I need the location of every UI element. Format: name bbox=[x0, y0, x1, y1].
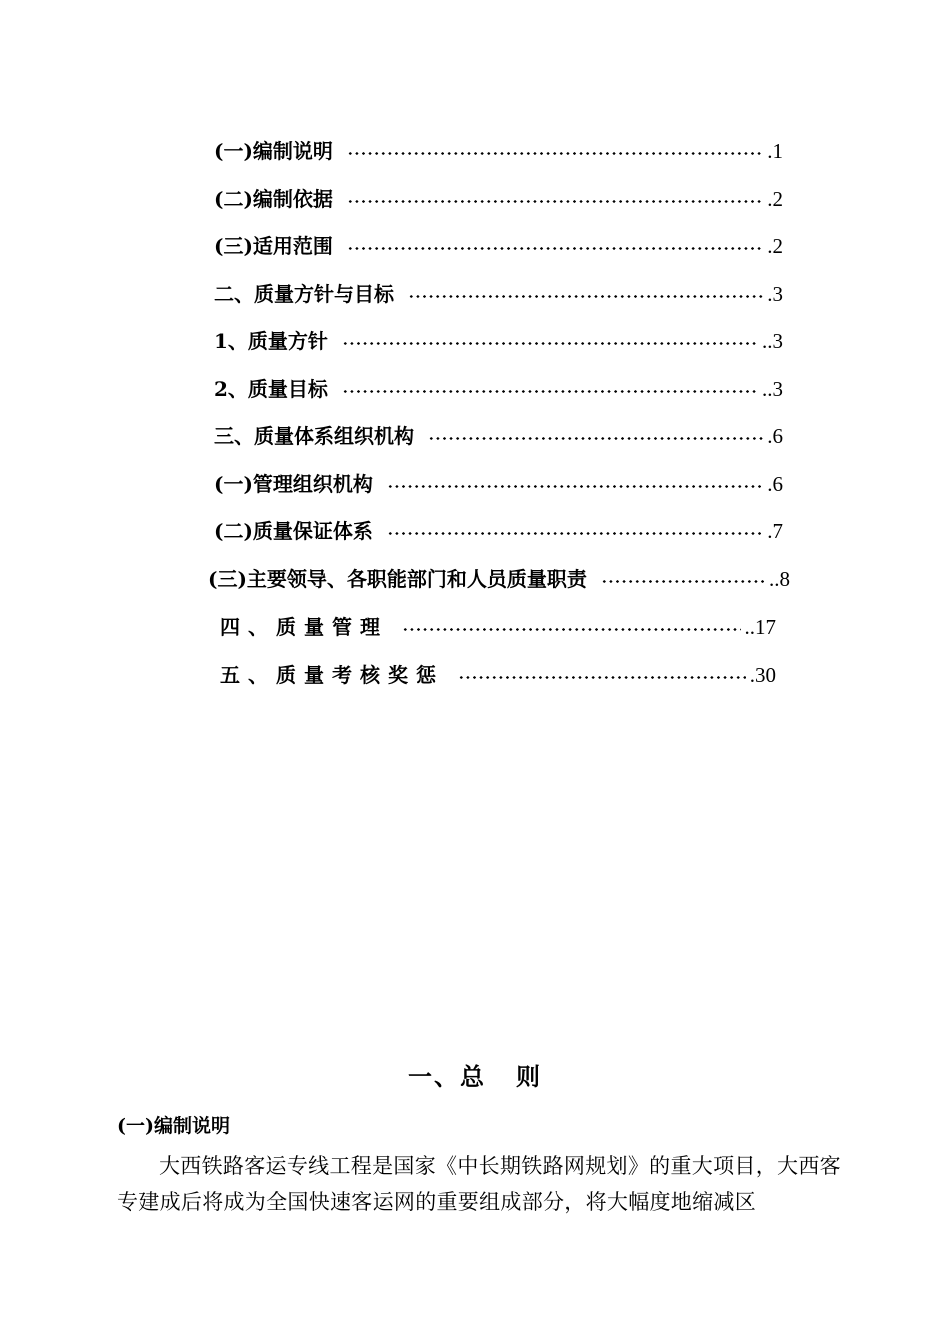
toc-page-number: ..3 bbox=[762, 377, 783, 401]
toc-page-number: .2 bbox=[767, 234, 783, 258]
toc-leader-dots bbox=[347, 247, 763, 250]
toc-entry-quality-management[interactable] bbox=[220, 612, 776, 642]
section-heading-left: 一、总 bbox=[408, 1062, 486, 1091]
toc-entry-quality-organization[interactable] bbox=[214, 421, 783, 451]
toc-leader-dots bbox=[402, 628, 741, 631]
toc-page-number: ..3 bbox=[762, 329, 783, 353]
toc-entry-title: (二)编制依据 bbox=[214, 187, 333, 211]
toc-entry-quality-responsibilities[interactable] bbox=[208, 564, 790, 594]
toc-entry-quality-goals[interactable] bbox=[214, 374, 783, 404]
toc-entry-quality-assurance-system[interactable] bbox=[214, 516, 783, 546]
toc-entry-title: (一)编制说明 bbox=[214, 139, 333, 163]
toc-page-number: .6 bbox=[767, 472, 783, 496]
toc-entry-management-organization[interactable] bbox=[214, 469, 783, 499]
toc-page-number: .6 bbox=[767, 424, 783, 448]
toc-page-number: .7 bbox=[767, 519, 783, 543]
body-paragraph: 大西铁路客运专线工程是国家《中长期铁路网规划》的重大项目，大西客专建成后将成为全国快速客运网的重要组成部分，将大幅度地缩减区 bbox=[117, 1154, 841, 1214]
toc-leader-dots bbox=[601, 580, 765, 583]
toc-entry-title: 1、质量方针 bbox=[214, 329, 328, 353]
toc-page-number: .30 bbox=[749, 663, 776, 687]
toc-entry-quality-assessment[interactable] bbox=[220, 660, 776, 690]
toc-entry-title: (三)主要领导、各职能部门和人员质量职责 bbox=[208, 567, 587, 591]
toc-entry-title: (一)管理组织机构 bbox=[214, 472, 373, 496]
toc-entry-title: 五、质量考核奖惩 bbox=[220, 663, 444, 687]
toc-leader-dots bbox=[342, 390, 758, 393]
toc-entry-title: (二)质量保证体系 bbox=[214, 519, 373, 543]
toc-entry-title: (三)适用范围 bbox=[214, 234, 333, 258]
toc-page-number: ..17 bbox=[744, 615, 776, 639]
toc-entry-title: 二、质量方针与目标 bbox=[214, 282, 394, 306]
toc-entry-scope[interactable] bbox=[214, 231, 783, 261]
subsection-heading: (一)编制说明 bbox=[117, 1115, 230, 1137]
toc-page-number: .1 bbox=[767, 139, 783, 163]
section-heading bbox=[0, 1057, 950, 1092]
toc-page-number: .3 bbox=[767, 282, 783, 306]
toc-leader-dots bbox=[347, 200, 763, 203]
section-heading-right: 则 bbox=[516, 1062, 542, 1091]
toc-entry-title: 四、质量管理 bbox=[220, 615, 388, 639]
toc-leader-dots bbox=[408, 295, 763, 298]
toc-leader-dots bbox=[387, 485, 763, 488]
toc-page-number: ..8 bbox=[769, 567, 790, 591]
toc-leader-dots bbox=[387, 532, 763, 535]
toc-entry-title: 三、质量体系组织机构 bbox=[214, 424, 414, 448]
toc-entry-quality-policy-and-goals[interactable] bbox=[214, 279, 783, 309]
toc-leader-dots bbox=[428, 437, 763, 440]
toc-leader-dots bbox=[458, 676, 746, 679]
toc-page-number: .2 bbox=[767, 187, 783, 211]
toc-leader-dots bbox=[347, 152, 763, 155]
toc-leader-dots bbox=[342, 342, 758, 345]
toc-entry-compilation-notes[interactable] bbox=[214, 136, 783, 166]
toc-entry-compilation-basis[interactable] bbox=[214, 184, 783, 214]
toc-entry-title: 2、质量目标 bbox=[214, 377, 328, 401]
toc-entry-quality-policy[interactable] bbox=[214, 326, 783, 356]
